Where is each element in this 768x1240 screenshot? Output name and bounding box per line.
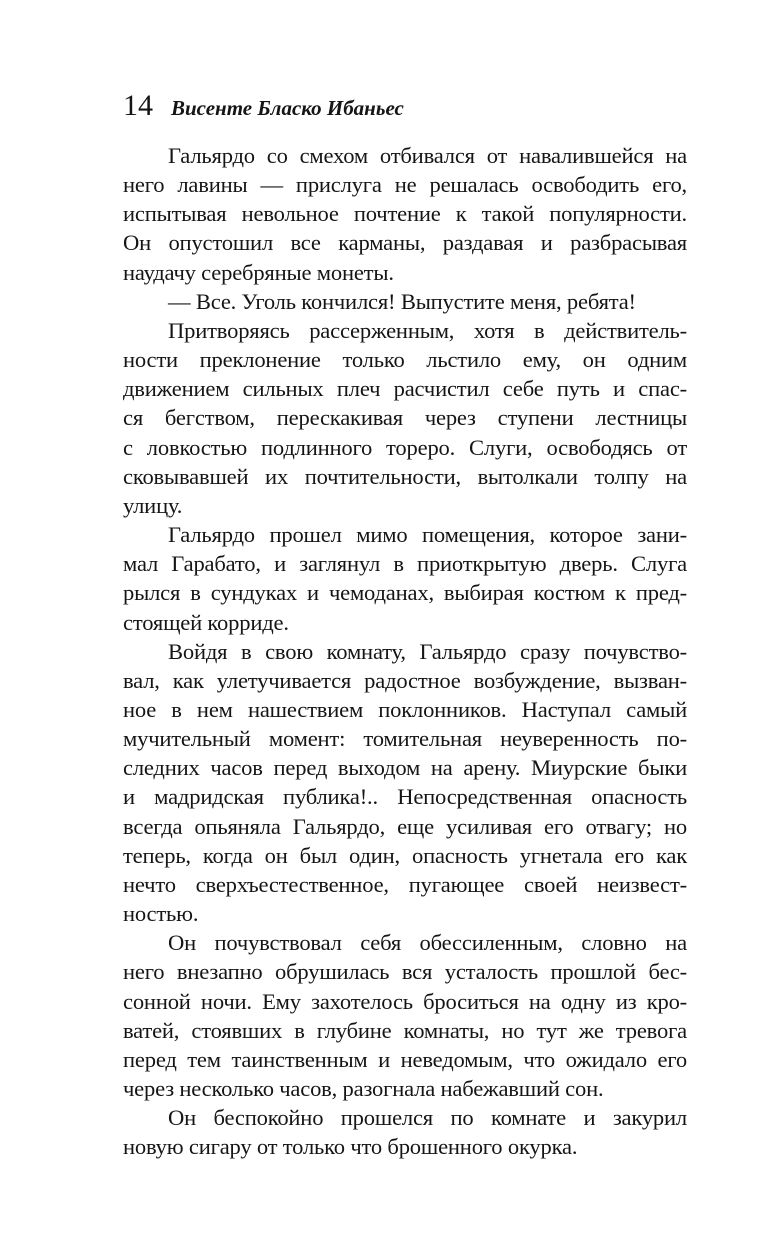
text-line: всегда опьяняла Гальярдо, еще усиливая его отвагу; но [123,813,687,839]
paragraph [123,520,687,637]
text-line: нечто сверхъестественное, пугающее своей неизвест- [123,871,687,897]
text-line: рылся в сундуках и чемоданах, выбирая костюм к пред- [123,580,687,606]
paragraph [123,928,687,1103]
text-line: Притворяясь рассерженным, хотя в действитель- [168,317,687,343]
paragraph [123,637,687,929]
running-head-author: Висенте Бласко Ибаньес [171,96,404,120]
body-text [123,141,687,1161]
paragraph [123,287,687,316]
text-line: движением сильных плеч расчистил себе путь и спас- [123,376,687,402]
text-line: Гальярдо со смехом отбивался от навалившейся на [168,143,687,168]
text-line: следних часов перед выходом на арену. Миурские быки [123,755,687,781]
page-header [123,88,404,124]
text-line: — Все. Уголь кончился! Выпустите меня, ребята! [168,288,636,314]
text-line: ное в нем нашествием поклонников. Наступал самый [123,696,687,722]
text-line: испытывая невольное почтение к такой популярности. [123,201,687,227]
text-line: стоящей корриде. [123,609,289,635]
text-line: Войдя в свою комнату, Гальярдо сразу почувство- [168,638,687,664]
text-line: и мадридская публика!.. Непосредственная опасность [123,784,687,810]
paragraph [123,316,687,520]
paragraph [123,141,687,287]
text-line: Гальярдо прошел мимо помещения, которое зани- [168,522,687,548]
text-line: ся бегством, перескакивая через ступени лестницы [123,405,687,431]
text-line: теперь, когда он был один, опасность угнетала его как [123,842,687,868]
text-line: него внезапно обрушилась вся усталость прошлой бес- [123,959,687,985]
text-line: Он беспокойно прошелся по комнате и закурил [168,1105,687,1131]
page-number: 14 [123,89,153,122]
text-line: сковывавшей их почтительности, вытолкали толпу на [123,463,687,489]
text-line: улицу. [123,492,183,518]
text-line: ватей, стоявших в глубине комнаты, но тут же тревога [123,1017,687,1043]
paragraph [123,1103,687,1161]
text-line: с ловкостью подлинного тореро. Слуги, освободясь от [123,434,687,460]
text-line: перед тем таинственным и неведомым, что ожидало его [123,1046,687,1072]
text-line: вал, как улетучивается радостное возбуждение, вызван- [123,667,687,693]
text-line: через несколько часов, разогнала набежавший сон. [123,1076,604,1101]
text-line: новую сигару от только что брошенного окурка. [123,1134,578,1160]
text-line: наудачу серебряные монеты. [123,259,394,285]
text-line: мал Гарабато, и заглянул в приоткрытую дверь. Слуга [123,551,687,577]
text-line: ностью. [123,901,199,927]
text-line: него лавины — прислуга не решалась освободить его, [123,172,687,198]
text-line: Он почувствовал себя обессиленным, словно на [168,930,687,956]
text-line: ности преклонение только льстило ему, он одним [123,347,687,373]
text-line: Он опустошил все карманы, раздавая и разбрасывая [123,230,687,256]
text-line: сонной ночи. Ему захотелось броситься на одну из кро- [123,988,687,1014]
text-line: мучительный момент: томительная неуверенность по- [123,726,687,752]
